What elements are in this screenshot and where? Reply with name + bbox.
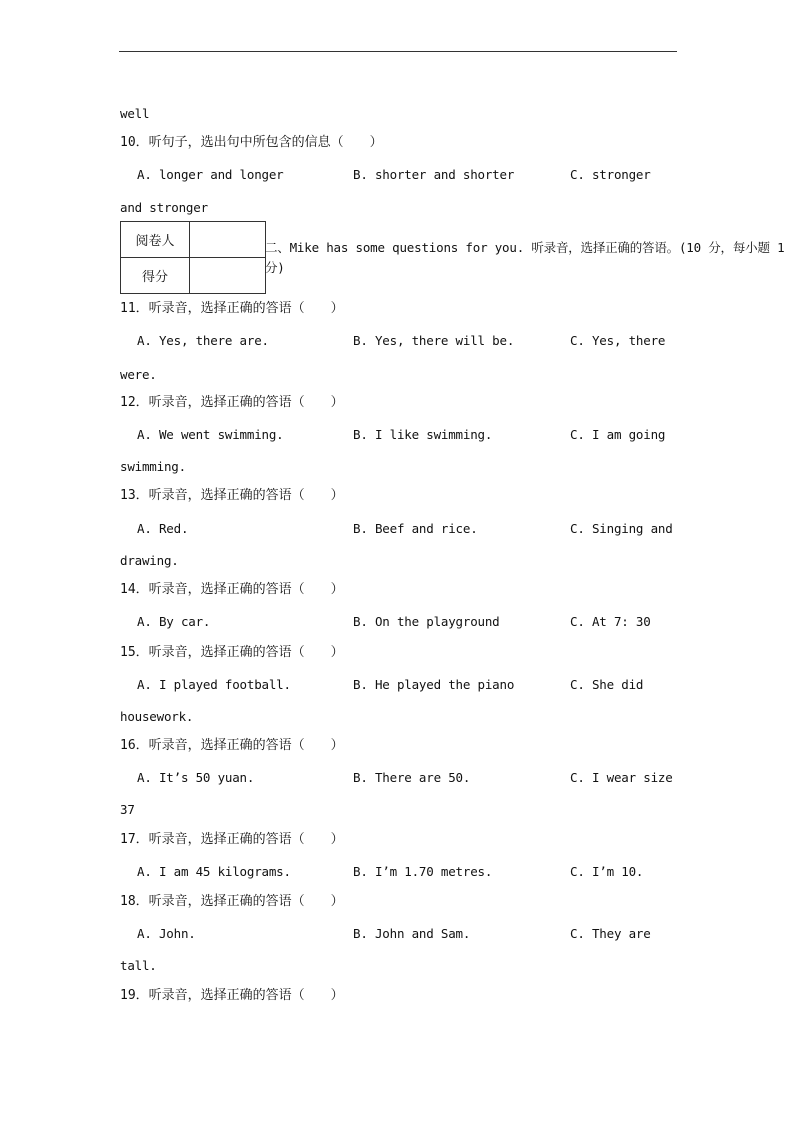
question-12-option-c-continued: swimming. — [120, 459, 186, 474]
question-12-option-b: B. I like swimming. — [353, 427, 493, 442]
question-14-option-c: C. At 7: 30 — [570, 614, 651, 629]
question-14-stem: 14．听录音，选择正确的答语（ ） — [120, 582, 344, 597]
question-11-option-a: A. Yes, there are. — [137, 333, 269, 348]
question-10-option-b: B. shorter and shorter — [353, 167, 515, 182]
question-12-stem: 12．听录音，选择正确的答语（ ） — [120, 395, 344, 410]
question-13-option-b: B. Beef and rice. — [353, 521, 478, 536]
question-18-option-b: B. John and Sam. — [353, 926, 471, 941]
question-14-option-b: B. On the playground — [353, 614, 500, 629]
question-16-option-b: B. There are 50. — [353, 770, 471, 785]
question-10-option-a: A. longer and longer — [137, 167, 284, 182]
question-11-stem: 11．听录音，选择正确的答语（ ） — [120, 301, 344, 316]
question-17-option-b: B. I’m 1.70 metres. — [353, 864, 493, 879]
question-12-option-a: A. We went swimming. — [137, 427, 284, 442]
question-16-option-a: A. It’s 50 yuan. — [137, 770, 255, 785]
question-16-option-c: C. I wear size — [570, 770, 673, 785]
question-17-option-c: C. I’m 10. — [570, 864, 644, 879]
question-16-option-c-continued: 37 — [120, 802, 135, 817]
score-label: 得分 — [121, 258, 190, 294]
question-13-stem: 13．听录音，选择正确的答语（ ） — [120, 488, 344, 503]
question-14-option-a: A. By car. — [137, 614, 211, 629]
header-rule — [119, 51, 677, 52]
question-16-stem: 16．听录音，选择正确的答语（ ） — [120, 738, 344, 753]
question-19-stem: 19．听录音，选择正确的答语（ ） — [120, 988, 344, 1003]
question-13-option-a: A. Red. — [137, 521, 189, 536]
question-15-stem: 15．听录音，选择正确的答语（ ） — [120, 645, 344, 660]
question-17-stem: 17．听录音，选择正确的答语（ ） — [120, 832, 344, 847]
grader-cell — [190, 222, 266, 258]
question-18-stem: 18．听录音，选择正确的答语（ ） — [120, 894, 344, 909]
question-10-option-c-continued: and stronger — [120, 200, 208, 215]
question-10-option-c: C. stronger — [570, 167, 651, 182]
question-13-option-c: C. Singing and — [570, 521, 673, 536]
question-17-option-a: A. I am 45 kilograms. — [137, 864, 291, 879]
section-heading: 二、Mike has some questions for you. 听录音，选择正确的答语。(10 分，每小题 1 分) — [265, 240, 785, 275]
question-10-stem: 10．听句子，选出句中所包含的信息（ ） — [120, 135, 383, 150]
fragment-well: well — [120, 106, 150, 121]
question-15-option-c-continued: housework. — [120, 709, 194, 724]
question-12-option-c: C. I am going — [570, 427, 666, 442]
score-table — [120, 221, 266, 294]
score-cell — [190, 258, 266, 294]
question-15-option-a: A. I played football. — [137, 677, 291, 692]
question-11-option-c: C. Yes, there — [570, 333, 666, 348]
question-13-option-c-continued: drawing. — [120, 553, 179, 568]
question-11-option-c-continued: were. — [120, 367, 157, 382]
question-18-option-c: C. They are — [570, 926, 651, 941]
question-15-option-c: C. She did — [570, 677, 644, 692]
question-11-option-b: B. Yes, there will be. — [353, 333, 515, 348]
question-18-option-c-continued: tall. — [120, 958, 157, 973]
question-18-option-a: A. John. — [137, 926, 196, 941]
question-15-option-b: B. He played the piano — [353, 677, 515, 692]
grader-label: 阅卷人 — [121, 222, 190, 258]
